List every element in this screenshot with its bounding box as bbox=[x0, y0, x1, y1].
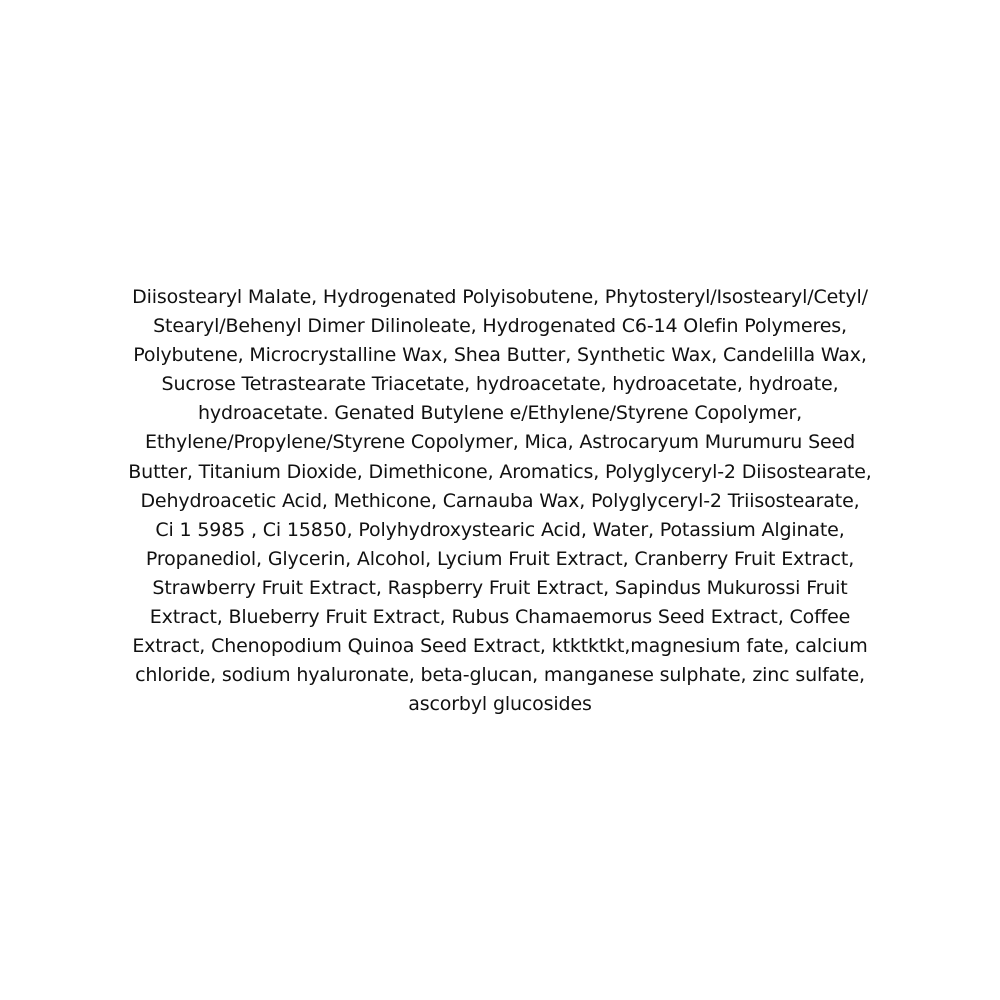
ingredients-line: Propanediol, Glycerin, Alcohol, Lycium Fruit Extract, Cranberry Fruit Extract, bbox=[145, 547, 855, 570]
ingredients-line: Extract, Blueberry Fruit Extract, Rubus Chamaemorus Seed Extract, Coffee bbox=[149, 606, 851, 629]
ingredients-line: Ethylene/Propylene/Styrene Copolymer, Mica, Astrocaryum Murumuru Seed bbox=[144, 431, 855, 454]
ingredients-line: hydroacetate. Genated Butylene e/Ethylene/Styrene Copolymer, bbox=[198, 402, 802, 425]
ingredients-line: Ci 1 5985 , Ci 15850, Polyhydroxystearic Acid, Water, Potassium Alginate, bbox=[155, 518, 845, 541]
ingredients-line: Dehydroacetic Acid, Methicone, Carnauba Wax, Polyglyceryl-2 Triisostearate, bbox=[140, 489, 860, 512]
ingredients-line: Stearyl/Behenyl Dimer Dilinoleate, Hydrogenated C6-14 Olefin Polymeres, bbox=[153, 315, 847, 338]
ingredients-line: Diisostearyl Malate, Hydrogenated Polyisobutene, Phytosteryl/Isostearyl/Cetyl/ bbox=[132, 286, 868, 308]
ingredients-line: Strawberry Fruit Extract, Raspberry Fruit Extract, Sapindus Mukurossi Fruit bbox=[152, 576, 848, 599]
ingredients-line: Butter, Titanium Dioxide, Dimethicone, Aromatics, Polyglyceryl-2 Diisostearate, bbox=[128, 460, 872, 483]
ingredients-line: ascorbyl glucosides bbox=[408, 693, 592, 716]
ingredients-list bbox=[95, 283, 905, 719]
ingredients-line: Sucrose Tetrastearate Triacetate, hydroacetate, hydroacetate, hydroate, bbox=[161, 373, 839, 396]
ingredients-line: Extract, Chenopodium Quinoa Seed Extract, ktktktkt,magnesium fate, calcium bbox=[132, 635, 868, 658]
ingredients-line: Polybutene, Microcrystalline Wax, Shea Butter, Synthetic Wax, Candelilla Wax, bbox=[133, 344, 867, 367]
ingredients-line: chloride, sodium hyaluronate, beta-glucan, manganese sulphate, zinc sulfate, bbox=[135, 664, 865, 687]
